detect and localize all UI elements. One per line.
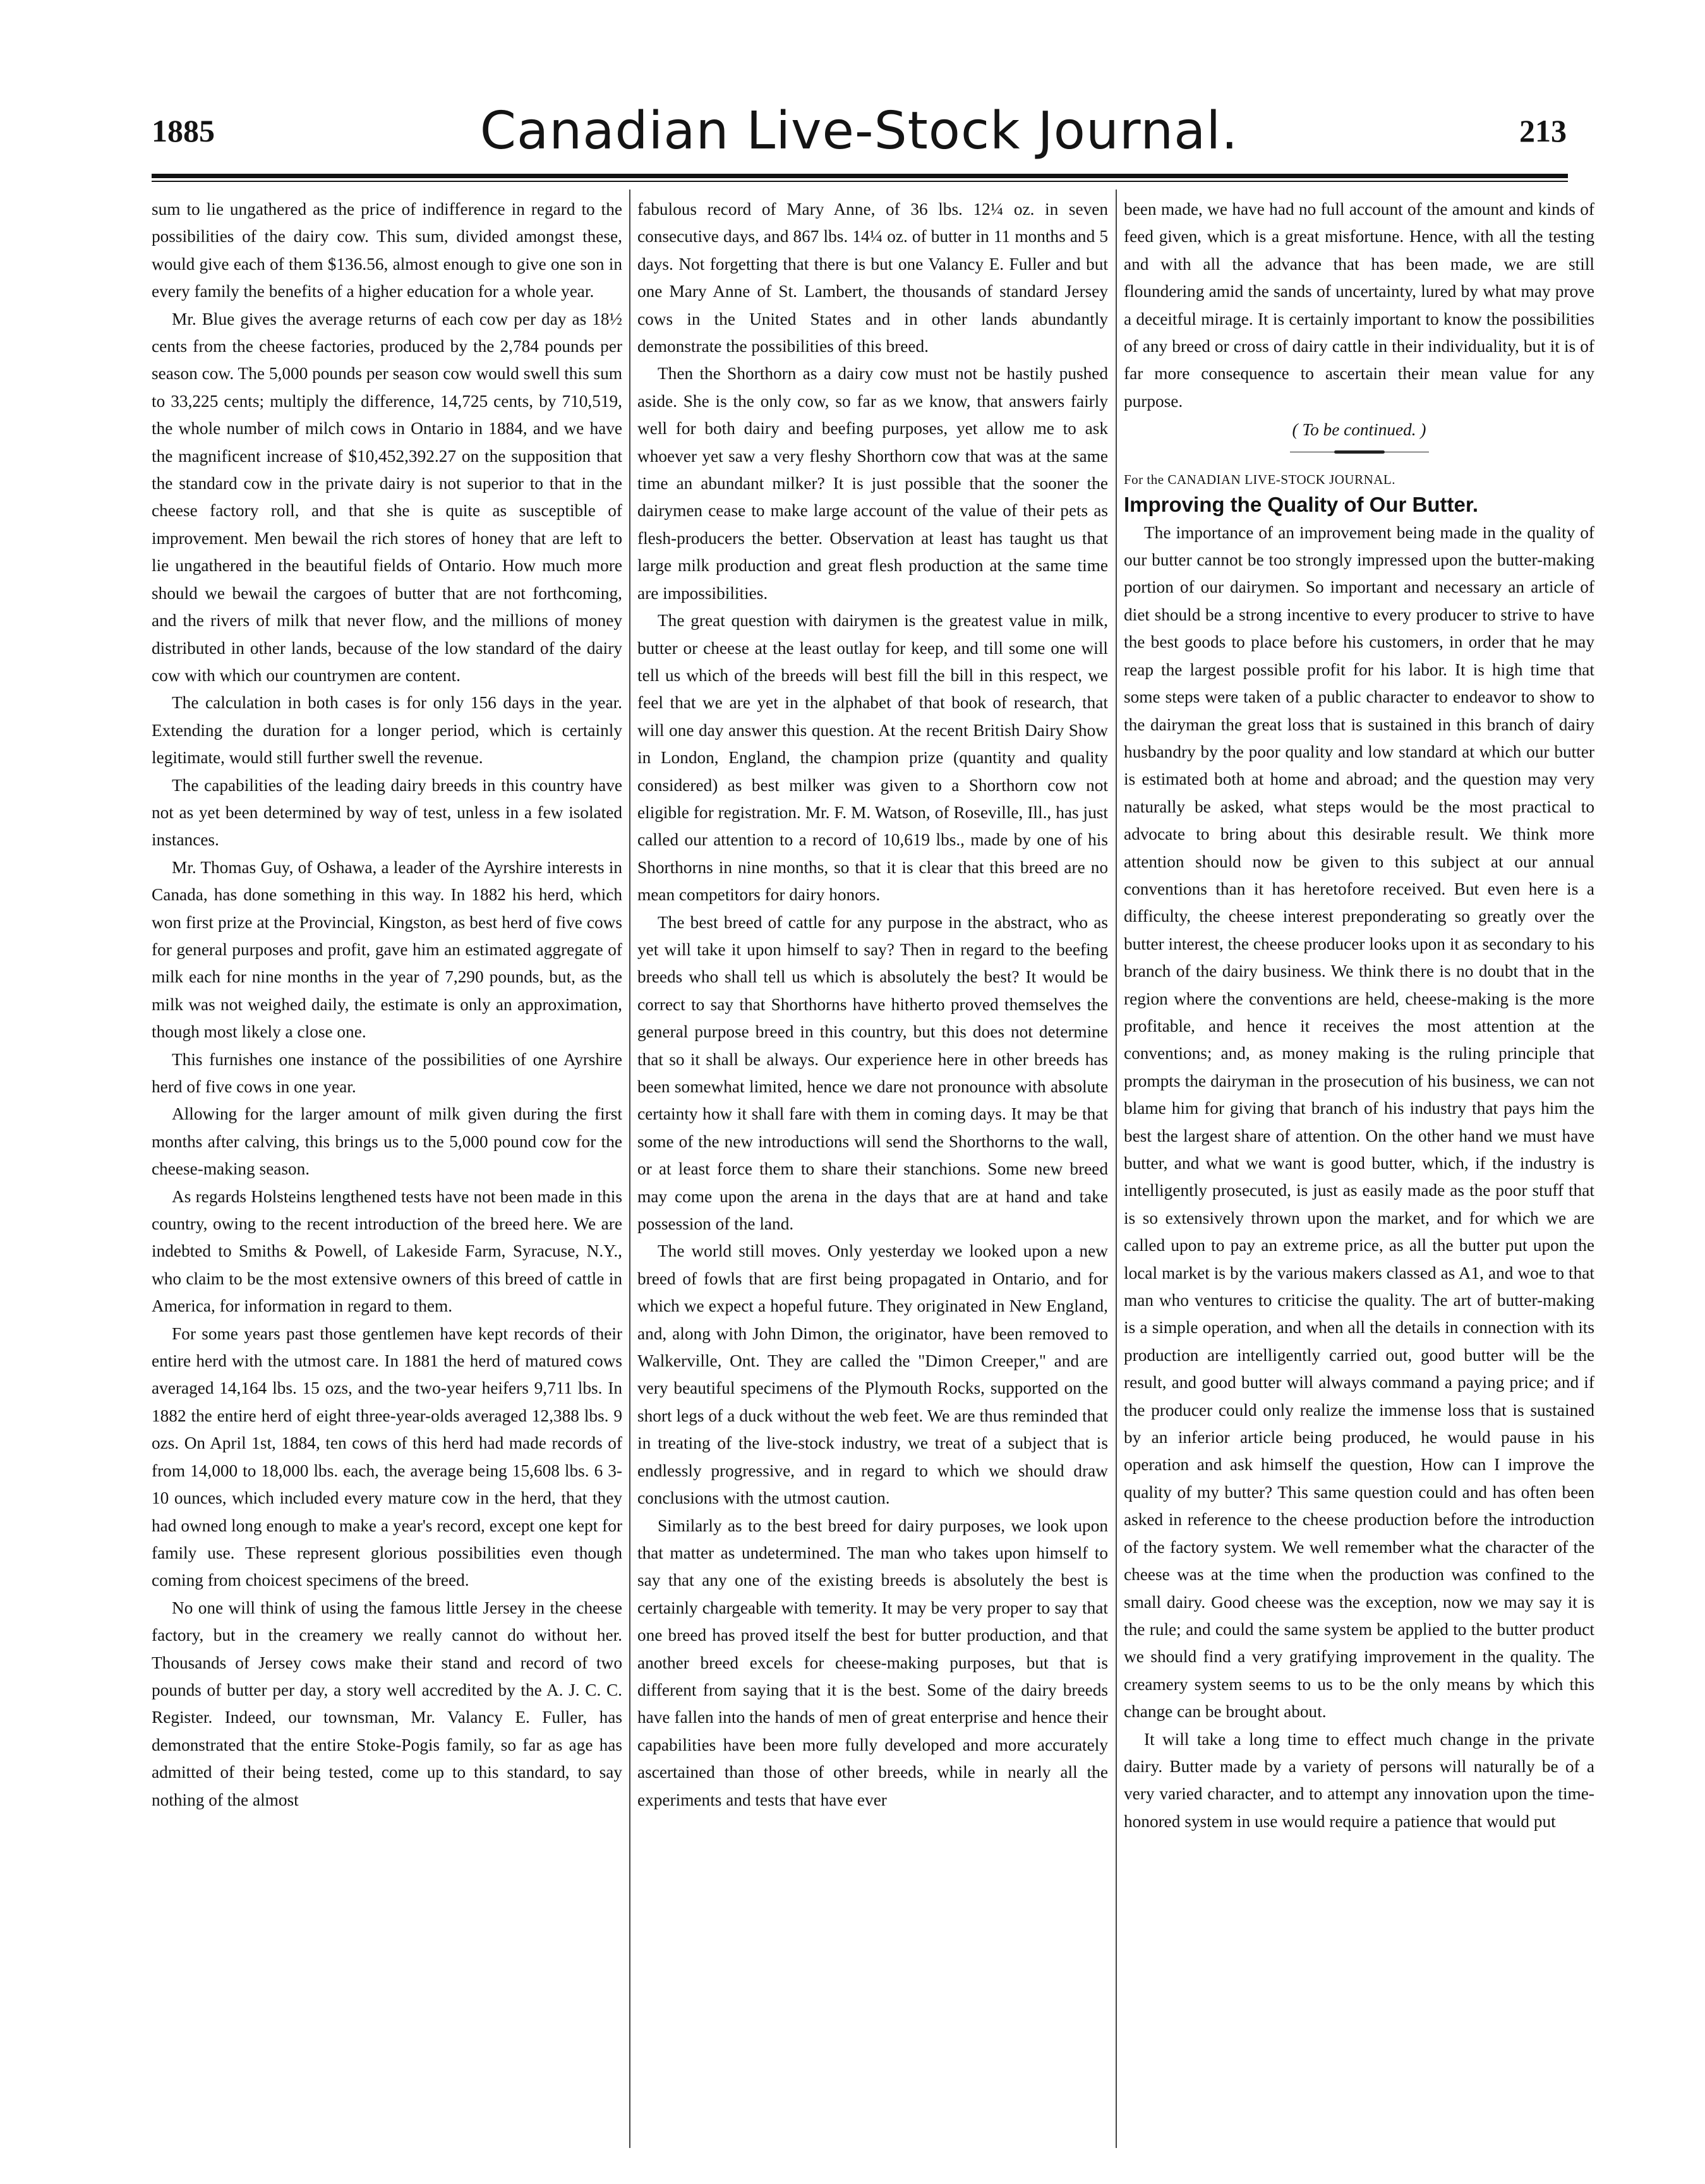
section-divider <box>1290 450 1429 454</box>
paragraph: It will take a long time to effect much change in the private dairy. Butter made by a variety of persons will naturally be of a very varied character, and to attempt any innovation upon the time-honored system in use would require a patience that would put <box>1124 1729 1594 1831</box>
journal-title: Canadian Live-Stock Journal. <box>479 101 1239 161</box>
paragraph: The calculation in both cases is for only 156 days in the year. Extending the duration for a longer period, which is certainly legitimate, would still further swell the revenue. <box>152 693 622 768</box>
article-headline: Improving the Quality of Our Butter. <box>1124 492 1479 516</box>
page-number: 213 <box>1519 113 1567 148</box>
paragraph: Mr. Blue gives the average returns of each cow per day as 18½ cents from the cheese factories, produced by the 2,784 pounds per season cow. The 5,000 pounds per season cow would swell this sum to 33,225 cents; multiply the difference, 14,725 cents, by 710,519, the whole number of milch cows in Ontario in 1884, and we have the magnificent increase of $10,452,392.27 on the supposition that the standard cow in the private dairy is not superior to that in the cheese factory roll, and that she is quite as susceptible of improvement. Men bewail the rich stores of honey that are left to lie ungathered in the beautiful fields of Ontario. How much more should we bewail the cargoes of butter that are not forthcoming, and the rivers of milk that never flow, and the millions of money distributed in other lands, because of the low standard of the dairy cow with which our countrymen are content. <box>152 309 622 685</box>
paragraph: This furnishes one instance of the possibilities of one Ayrshire herd of five cows in one year. <box>152 1049 622 1096</box>
paragraph: The importance of an improvement being made in the quality of our butter cannot be too strongly impressed upon the butter-making portion of our dairymen. So important and necessary an article of diet should be a strong incentive to every producer to strive to have the best goods to place before his customers, in order that he may reap the largest possible profit for his labor. It is high time that some steps were taken of a public character to endeavor to show to the dairyman the great loss that is sustained in this branch of dairy husbandry by the poor quality and low standard at which our butter is estimated both at home and abroad; and the question may very naturally be asked, what steps would be the most practical to advocate to bring about this desirable result. We think more attention should now be given to this subject at our annual conventions than it has heretofore received. But even here is a difficulty, the cheese interest preponderating so greatly over the butter interest, the cheese producer looks upon it as secondary to his branch of the dairy business. We think there is no doubt that in the region where the conventions are held, cheese-making is the more profitable, and hence it receives the most attention at the conventions; and, as money making is the ruling principle that prompts the dairyman in the prosecution of his business, we can not blame him for giving that branch of his industry that pays him the best the largest share of attention. On the other hand we must have butter, and what we want is good butter, which, if the industry is intelligently prosecuted, is just as easily made as the poor stuff that is so extensively thrown upon the market, and for which we are called upon to pay an extreme price, as all the butter put upon the local market is by the various makers classed as A1, and woe to that man who ventures to criticise the quality. The art of butter-making is a simple operation, and when all the details in connection with its production are intelligently carried out, good butter will be the result, and good butter will always command a paying price; and if the producer could only realize the immense loss that is sustained by an inferior article being produced, he would pause in his operation and ask himself the question, How can I improve the quality of my butter? This same question could and has often been asked in reference to the cheese production before the introduction of the factory system. We well remember what the character of the cheese was at the time when the production was confined to the small dairy. Good cheese was the exception, now we may say it is the rule; and could the same system be applied to the butter product we should find a very gratifying improvement in the quality. The creamery system seems to us to be the only means by which this change can be brought about. <box>1124 522 1594 1722</box>
header-rule-thick <box>152 174 1568 178</box>
paragraph: Allowing for the larger amount of milk given during the first months after calving, this brings us to the 5,000 pound cow for the cheese-making season. <box>152 1104 622 1179</box>
paragraph: The great question with dairymen is the greatest value in milk, butter or cheese at the least outlay for keep, and till some one will tell us which of the breeds will best fill the bill in this respect, we feel that we are yet in the alphabet of that book of research, that will one day answer this question. At the recent British Dairy Show in London, England, the champion prize (quantity and quality considered) as best milker was given to a Shorthorn cow not eligible for registration. Mr. F. M. Watson, of Roseville, Ill., has just called our attention to a record of 10,619 lbs., made by one of his Shorthorns in nine months, so that it is clear that this breed are no mean competitors for dairy honors. <box>637 611 1108 905</box>
column-3 <box>1124 196 1594 1835</box>
paragraph: As regards Holsteins lengthened tests have not been made in this country, owing to the recent introduction of the breed here. We are indebted to Smiths & Powell, of Lakeside Farm, Syracuse, N.Y., who claim to be the most extensive owners of this breed of cattle in America, for information in regard to them. <box>152 1186 622 1316</box>
paragraph: Then the Shorthorn as a dairy cow must not be hastily pushed aside. She is the only cow, so far as we know, that answers fairly well for both dairy and beefing purposes, yet allow me to ask whoever yet saw a very fleshy Shorthorn cow that was at the same time an abundant milker? It is just possible that the sooner the dairymen cease to make large account of the value of their pets as flesh-producers the better. Observation at least has taught us that large milk production and great flesh production at the same time are impossibilities. <box>637 364 1108 603</box>
column-divider-1 <box>629 190 630 2148</box>
paragraph: been made, we have had no full account of the amount and kinds of feed given, which is a great misfortune. Hence, with all the testing and with all the advance that has been made, we are still floundering amid the sands of uncertainty, lured by what may prove a deceitful mirage. It is certainly important to know the possibilities of any breed or cross of dairy cattle in their individuality, but it is of far more consequence to ascertain their mean value for any purpose. <box>1124 200 1594 411</box>
paragraph: fabulous record of Mary Anne, of 36 lbs. 12¼ oz. in seven consecutive days, and 867 lbs. 14¼ oz. of butter in 11 months and 5 days. Not forgetting that there is but one Valancy E. Fuller and but one Mary Anne of St. Lambert, the thousands of standard Jersey cows in the United States and in other lands abundantly demonstrate the possibilities of this breed. <box>637 200 1108 356</box>
column-1 <box>152 196 622 1814</box>
paragraph: For some years past those gentlemen have kept records of their entire herd with the utmost care. In 1881 the herd of matured cows averaged 14,164 lbs. 15 ozs, and the two-year heifers 9,711 lbs. In 1882 the entire herd of eight three-year-olds averaged 12,388 lbs. 9 ozs. On April 1st, 1884, ten cows of this herd had made records of from 14,000 to 18,000 lbs. each, the average being 15,608 lbs. 6 3-10 ounces, which included every mature cow in the herd, that they had owned long enough to make a year's record, except one kept for family use. These represent glorious possibilities even though coming from choicest specimens of the breed. <box>152 1324 622 1590</box>
paragraph: Similarly as to the best breed for dairy purposes, we look upon that matter as undetermined. The man who takes upon himself to say that any one of the existing breeds is absolutely the best is certainly chargeable with temerity. It may be very proper to say that one breed has proved itself the best for butter production, and that another breed excels for cheese-making purposes, but that is different from saying that it is the best. Some of the dairy breeds have fallen into the hands of men of great enterprise and hence their capabilities have been more fully developed and more accurately ascertained than those of other breeds, while in nearly all the experiments and tests that have ever <box>637 1516 1108 1809</box>
article-byline: For the CANADIAN LIVE-STOCK JOURNAL. <box>1124 471 1396 487</box>
paragraph: The world still moves. Only yesterday we looked upon a new breed of fowls that are first being propagated in Ontario, and for which we expect a hopeful future. They originated in New England, and, along with John Dimon, the originator, have been removed to Walkerville, Ont. They are called the "Dimon Creeper," and are very beautiful specimens of the Plymouth Rocks, supported on the short legs of a duck without the web feet. We are thus reminded that in treating of the live-stock industry, we treat of a subject that is endlessly progressive, and in regard to which we should draw conclusions with the utmost caution. <box>637 1241 1108 1508</box>
page-header <box>152 101 1567 177</box>
column-divider-2 <box>1116 190 1117 2148</box>
paragraph: The capabilities of the leading dairy breeds in this country have not as yet been determined by way of test, unless in a few isolated instances. <box>152 775 622 850</box>
paragraph: No one will think of using the famous little Jersey in the cheese factory, but in the creamery we really cannot do without her. Thousands of Jersey cows make their stand and record of two pounds of butter per day, a story well accredited by the A. J. C. C. Register. Indeed, our townsman, Mr. Valancy E. Fuller, has demonstrated that the entire Stoke-Pogis family, so far as age has admitted of their being tested, come up to this standard, to say nothing of the almost <box>152 1598 622 1809</box>
header-year: 1885 <box>152 113 215 148</box>
header-rule-thin <box>152 181 1568 182</box>
column-2 <box>637 196 1108 1814</box>
paragraph: sum to lie ungathered as the price of indifference in regard to the possibilities of the dairy cow. This sum, divided amongst these, would give each of them $136.56, almost enough to give one son in every family the benefits of a higher education for a whole year. <box>152 200 622 301</box>
to-be-continued: ( To be continued. ) <box>1292 420 1426 440</box>
paragraph: Mr. Thomas Guy, of Oshawa, a leader of the Ayrshire interests in Canada, has done something in this way. In 1882 his herd, which won first prize at the Provincial, Kingston, as best herd of five cows for general purposes and profit, gave him an estimated aggregate of milk each for nine months in the year of 7,290 pounds, but, as the milk was not weighed daily, the estimate is only an approximation, though most likely a close one. <box>152 857 622 1042</box>
paragraph: The best breed of cattle for any purpose in the abstract, who as yet will take it upon himself to say? Then in regard to the beefing breeds who shall tell us which is absolutely the best? It would be correct to say that Shorthorns have hitherto proved themselves the general purpose breed in this country, but this does not determine that so it shall be always. Our experience here in other breeds has been somewhat limited, hence we dare not pronounce with absolute certainty how it shall fare with them in coming days. It may be that some of the new introductions will send the Shorthorns to the wall, or at least force them to share their stanchions. Some new breed may come upon the arena in the days that are at hand and take possession of the land. <box>637 912 1108 1234</box>
